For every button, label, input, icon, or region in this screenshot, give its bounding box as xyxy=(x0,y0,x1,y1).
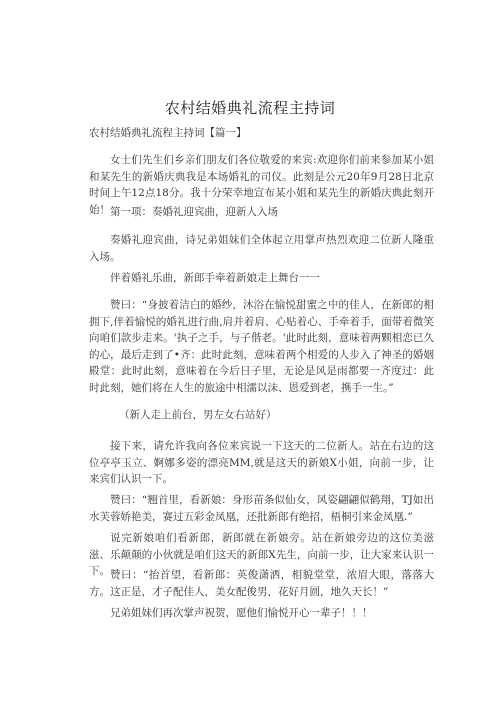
paragraph-welcome: 女士们先生们乡亲们朋友们各位敬爱的来宾:欢迎你们前来参加某小姐和某先生的新婚庆典我是本场婚礼的司仪。此刻是公元20年9月28日北京时间上午12点18分。我十分荣幸地宣布某小姐和某先生的新婚庆典此刻开始！ xyxy=(89,154,434,216)
paragraph-praise-bride: 赞曰：“翘首里，看新娘：身形苗条似仙女，风姿翩翩似鹤翔，TJ如出水芙蓉娇艳美，赛过五彩金凤凰，还批新郎有绝招，梧桐引来金凤凰.” xyxy=(89,494,434,523)
paragraph-praise-groom: 赞曰：“抬首望，看新郎：英俊潇洒，相貌堂堂，浓眉大眼，落落大方。这正是，才子配佳人，美女配俊男，花好月圆，地久天长！” xyxy=(89,569,434,598)
paragraph-groom-leads-bride: 伴着婚礼乐曲，新郎手牵着新娘走上舞台一一 xyxy=(110,272,320,284)
paragraph-couple-on-stage: （新人走上前台，男左女右站好） xyxy=(119,409,277,421)
paragraph-step-one: 第一项：奏婚礼迎宾曲，迎新人入场 xyxy=(110,206,278,218)
paragraph-introduce-bride: 接下来，请允许我向各位来宾说一下这天的二位新人。站在右边的这位亭亭玉立、婀娜多姿的漂亮MM,就是这天的新娘X小姐，向前一步，让来宾们认识一下。 xyxy=(89,440,434,486)
document-title: 农村结婚典礼流程主持词 xyxy=(164,99,336,117)
paragraph-praise-bride-walk: 赞曰：“身披着洁白的婚纱，沐浴在愉悦甜蜜之中的佳人，在新郎的相拥下,伴着愉悦的婚礼进行曲,肩并着肩、心贴着心、手牵着手，面带着微笑向咱们款步走来。'执子之手，与子偕老。'此时此刻，意味着两颗相恋已久的心，最后走到了•齐：此时此刻，意味着两个相爱的人步入了神圣的婚姻殿堂：此时此刻，意味着在今后日子里，无论是风是雨都要一齐度过：此时此刻，她们将在人生的旅途中相濡以沫、恩爱到老，携手一生。” xyxy=(89,299,434,394)
paragraph-closing-blessing: 兄弟姐妹们再次掌声祝贺，愿他们愉悦开心一辈子！！！ xyxy=(110,607,373,619)
paragraph-entrance-music: 奏婚礼迎宾曲，诗兄弟姐妹们全体起立用掌声热烈欢迎二位新人隆重入场。 xyxy=(89,234,434,263)
paragraph-introduce-groom: 说完新娘咱们看新郎，新郎就在新娘旁。站在新娘旁边的这位美滋滋、乐颠颠的小伙就是咱们这天的新郎X先生，向前一步，让大家来认识一下。 xyxy=(89,532,434,578)
section-heading: 农村结婚典礼流程主持词【篇一】 xyxy=(89,127,247,139)
